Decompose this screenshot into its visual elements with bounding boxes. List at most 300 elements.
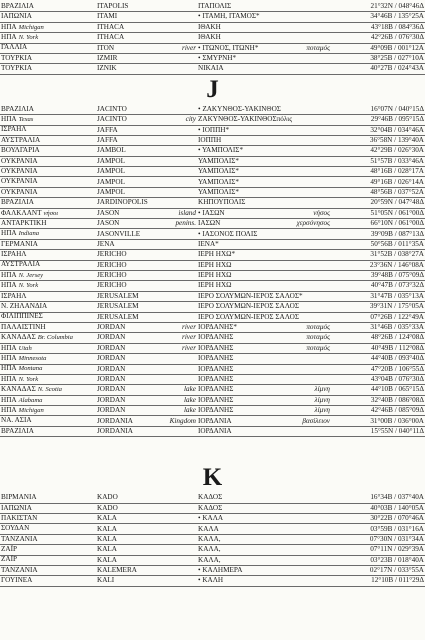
country-name: ΝΑ. ΑΣΙΑ (1, 416, 32, 425)
place-name-cell: JERICHO (96, 281, 161, 291)
greek-name-cell: ΙΘΑΚΗ (197, 22, 267, 32)
country-cell (0, 493, 96, 503)
country-region: Montana (18, 365, 43, 373)
place-name-cell: ITON (96, 43, 161, 53)
table-row (0, 219, 425, 229)
table-row (0, 2, 425, 12)
place-name-cell: KADO (96, 493, 161, 503)
coordinates-cell: 48°26Β / 124°08Δ (331, 333, 425, 343)
country-cell (0, 281, 96, 291)
country-name: ΑΥΣΤΡΑΛΙΑ (1, 135, 41, 144)
coordinates-cell: 40°27Β / 024°43Α (331, 64, 425, 74)
greek-feature-cell (267, 260, 331, 270)
coordinates-cell: 43°04Β / 076°30Δ (331, 374, 425, 384)
greek-feature-cell: λίμνη (267, 395, 331, 405)
feature-kind-cell (161, 239, 197, 249)
greek-name-cell: ΙΑΣΩΝ (197, 219, 267, 229)
coordinates-cell: 07°30Ν / 031°34Α (331, 534, 425, 544)
table-row (0, 229, 425, 239)
country-cell (0, 135, 96, 145)
coordinates-cell: 31°00Β / 036°00Α (331, 416, 425, 426)
feature-kind-cell (161, 125, 197, 135)
country-cell (0, 576, 96, 586)
greek-name-cell: ΥΑΜΠΟΛΙΣ* (197, 187, 267, 197)
country-cell (0, 22, 96, 32)
feature-kind-cell (161, 354, 197, 364)
table-row (0, 385, 425, 395)
country-name: ΓΕΡΜΑΝΙΑ (1, 239, 38, 248)
greek-name-cell: ΚΗΠΟΥΠΟΛΙΣ (197, 198, 267, 208)
country-region: Michigan (18, 23, 44, 31)
greek-name-cell: ΖΑΚΥΝΘΟΣ-ΥΑΚΙΝΘΟΣπόλις (198, 115, 293, 124)
greek-name-cell: ΙΕΡΟ ΣΟΛΥΜΩΝ-ΙΕΡΟΣ ΣΑΛΟΣ (198, 302, 300, 311)
greek-feature-cell (267, 354, 331, 364)
section-letter-heading: J (206, 75, 219, 103)
greek-name-cell: ΙΟΡΔΑΝΗΣ (197, 333, 267, 343)
greek-feature-cell (267, 281, 331, 291)
coordinates-cell: 32°40Β / 086°08Δ (331, 395, 425, 405)
feature-kind-cell (161, 33, 197, 43)
country-name: ΗΠΑ (1, 364, 17, 373)
greek-feature-cell: βασίλειον (267, 416, 331, 426)
country-name: ΠΑΚΙΣΤΑΝ (1, 513, 38, 522)
table-row (0, 156, 425, 166)
table-row (0, 395, 425, 405)
country-cell (0, 426, 96, 436)
country-cell (0, 364, 96, 374)
greek-name-cell: ΙΟΡΔΑΝΗΣ (197, 395, 267, 405)
table-row (0, 426, 425, 436)
feature-kind-cell (161, 555, 197, 565)
place-name-cell: JERICHO (96, 250, 161, 260)
coordinates-cell: 21°32N / 048°46Δ (331, 2, 425, 12)
feature-kind-cell (161, 22, 197, 32)
greek-feature-cell (267, 524, 331, 534)
greek-name-cell: ΝΙΚΑΙΑ (197, 64, 267, 74)
country-name: ΗΠΑ (1, 270, 17, 279)
coordinates-cell: 03°23Β / 018°40Α (331, 555, 425, 565)
country-name: ΗΠΑ (1, 343, 17, 352)
greek-feature-cell (267, 270, 331, 280)
greek-name-cell: ΙΕΡΟ ΣΟΛΥΜΩΝ-ΙΕΡΟΣ ΣΑΛΟΣ* (198, 291, 303, 300)
table-row (0, 514, 425, 524)
greek-feature-cell (267, 545, 331, 555)
coordinates-cell: 42°26Β / 076°30Δ (331, 33, 425, 43)
country-region: N. York (18, 34, 39, 42)
feature-kind-cell: lake (161, 406, 197, 416)
place-name-cell: JORDAN (96, 322, 161, 332)
coordinates-cell: 12°10Β / 011°29Δ (331, 576, 425, 586)
country-name: ΒΙΡΜΑΝΙΑ (1, 493, 37, 502)
coordinates-cell: 40°49Β / 112°08Δ (331, 343, 425, 353)
coordinates-cell: 42°46Β / 085°09Δ (331, 406, 425, 416)
country-cell (0, 302, 96, 312)
feature-kind-cell (161, 302, 197, 312)
feature-kind-cell (161, 291, 197, 301)
place-name-cell: JASON (96, 208, 161, 218)
place-name-cell: JENA (96, 239, 161, 249)
feature-kind-cell (161, 503, 197, 513)
country-name: ΙΑΠΩΝΙΑ (1, 12, 32, 21)
table-row (0, 312, 425, 322)
country-cell (0, 322, 96, 332)
greek-name-cell: • ΥΑΜΠΟΛΙΣ* (197, 146, 267, 156)
country-cell (0, 555, 96, 565)
country-region: Minnesota (18, 355, 47, 362)
greek-name-cell: ΙΕΡΗ ΗΧΩ* (197, 250, 267, 260)
country-cell (0, 156, 96, 166)
greek-feature-cell (267, 187, 331, 197)
feature-kind-cell: Kingdom (161, 416, 197, 426)
greek-feature-cell (267, 125, 331, 135)
place-name-cell: JORDANIA (96, 416, 161, 426)
greek-name-cell: • ΣΜΥΡΝΗ* (197, 53, 267, 63)
feature-kind-cell (161, 2, 197, 12)
table-row (0, 416, 425, 426)
place-name-cell: KADO (96, 503, 161, 513)
place-name-cell: JAFFA (96, 125, 161, 135)
greek-name-cell: ΥΑΜΠΟΛΙΣ* (197, 177, 267, 187)
greek-name-cell: • ΚΑΛΗ (197, 576, 267, 586)
greek-name-cell: ΙΤΑΠΟΛΙΣ (197, 2, 267, 12)
coordinates-cell: 50°56Β / 011°35Α (331, 239, 425, 249)
greek-name-cell: ΙΟΡΔΑΝΙΑ (197, 416, 267, 426)
country-name: ΗΠΑ (1, 354, 17, 362)
feature-kind-cell (161, 64, 197, 74)
country-name: Ν. ΖΗΛΑΝΔΙΑ (1, 302, 48, 311)
feature-kind-cell: river (161, 343, 197, 353)
table-row (0, 43, 425, 53)
greek-feature-cell: νήσος (267, 208, 331, 218)
greek-feature-cell (267, 250, 331, 260)
greek-feature-cell (267, 534, 331, 544)
feature-kind-cell: lake (161, 385, 197, 395)
table-row (0, 167, 425, 177)
country-name: ΟΥΚΡΑΝΙΑ (1, 187, 38, 196)
country-name: ΦΙΛΙΠΠΙΝΕΣ (1, 312, 43, 321)
country-name: ΤΑΝΖΑΝΙΑ (1, 565, 38, 574)
coordinates-cell: 39°31Ν / 175°05Α (331, 302, 425, 312)
coordinates-cell: 49°09Β / 001°12Α (331, 43, 425, 53)
country-cell (0, 33, 96, 43)
country-name: ΗΠΑ (1, 115, 17, 124)
greek-feature-cell (267, 64, 331, 74)
feature-kind-cell (161, 250, 197, 260)
feature-kind-cell: lake (161, 395, 197, 405)
country-cell (0, 270, 96, 280)
greek-name-cell: ΙΟΡΔΑΝΗΣ (197, 343, 267, 353)
coordinates-cell: 20°59Ν / 047°48Δ (331, 198, 425, 208)
country-name: ΖΑΪΡ (1, 555, 17, 564)
country-cell (0, 43, 96, 53)
feature-kind-cell (161, 270, 197, 280)
coordinates-cell: 16°07Ν / 040°15Δ (331, 105, 425, 115)
greek-feature-cell (267, 565, 331, 575)
country-name: ΙΣΡΑΗΛ (1, 291, 27, 300)
country-region: νήσοι (43, 209, 59, 217)
table-row (0, 322, 425, 332)
country-name: ΤΟΥΡΚΙΑ (1, 64, 33, 73)
country-name: ΗΠΑ (1, 33, 17, 42)
greek-feature-cell (267, 555, 331, 565)
country-region: Texas (18, 116, 34, 124)
coordinates-cell: 40°47Β / 073°32Δ (331, 281, 425, 291)
country-cell (0, 115, 96, 125)
feature-kind-cell: penins. (161, 219, 197, 229)
table-row (0, 33, 425, 43)
coordinates-cell: 51°05Ν / 061°00Δ (331, 208, 425, 218)
gazetteer-table (0, 2, 425, 75)
greek-name-cell: ΚΑΔΟΣ (197, 493, 267, 503)
greek-feature-cell (267, 493, 331, 503)
greek-name-cell: ΚΑΛΑ, (197, 555, 267, 565)
coordinates-cell: 44°10Β / 065°15Δ (331, 385, 425, 395)
country-name: ΟΥΚΡΑΝΙΑ (1, 177, 38, 186)
country-region: N. York (18, 375, 39, 383)
country-name: ΒΡΑΖΙΛΙΑ (1, 104, 34, 113)
country-name: ΗΠΑ (1, 374, 17, 383)
greek-name-cell: ΙΟΠΠΗ (197, 135, 267, 145)
coordinates-cell: 42°29Β / 026°30Α (331, 146, 425, 156)
place-name-cell: JASON (96, 219, 161, 229)
greek-name-cell: ΙΟΡΔΑΝΙΑ (197, 426, 267, 436)
place-name-cell: IZNIK (96, 64, 161, 74)
feature-kind-cell (161, 514, 197, 524)
place-name-cell: JORDAN (96, 374, 161, 384)
place-name-cell: JAMPOL (96, 187, 161, 197)
feature-kind-cell (161, 281, 197, 291)
greek-feature-cell (267, 2, 331, 12)
greek-feature-cell (267, 503, 331, 513)
country-cell (0, 333, 96, 343)
country-cell (0, 416, 96, 426)
feature-kind-cell: river (161, 322, 197, 332)
greek-feature-cell (267, 374, 331, 384)
greek-feature-cell (267, 146, 331, 156)
feature-kind-cell: river (161, 43, 197, 53)
greek-name-cell: ΙΕΡΗ ΗΧΩ (197, 260, 267, 270)
place-name-cell: JORDAN (96, 406, 161, 416)
place-name-cell: KALA (96, 545, 161, 555)
country-region: Michigan (18, 406, 44, 414)
coordinates-cell: 51°57Β / 033°46Α (331, 156, 425, 166)
country-cell (0, 565, 96, 575)
country-cell (0, 374, 96, 384)
table-row (0, 270, 425, 280)
section-gap (0, 437, 425, 463)
country-cell (0, 229, 96, 239)
country-name: ΗΠΑ (1, 405, 17, 414)
feature-kind-cell (161, 53, 197, 63)
greek-feature-cell (267, 426, 331, 436)
coordinates-cell: 32°04Β / 034°46Α (331, 125, 425, 135)
coordinates-cell: 36°58Ν / 139°40Α (331, 135, 425, 145)
country-region: Indiana (18, 230, 40, 238)
coordinates-cell: 39°48Β / 075°09Δ (331, 270, 425, 280)
place-name-cell: KALA (96, 534, 161, 544)
place-name-cell: JACINTO (96, 115, 161, 125)
country-cell (0, 187, 96, 197)
place-name-cell: ITAPOLIS (96, 2, 161, 12)
greek-name-cell: ΥΑΜΠΟΛΙΣ* (197, 156, 267, 166)
table-row (0, 364, 425, 374)
table-row (0, 135, 425, 145)
greek-feature-cell (267, 239, 331, 249)
country-name: ΙΣΡΑΗΛ (1, 250, 27, 259)
coordinates-cell: 07°11Ν / 029°39Α (331, 545, 425, 555)
country-cell (0, 2, 96, 12)
country-cell (0, 12, 96, 22)
feature-kind-cell (161, 156, 197, 166)
table-row (0, 22, 425, 32)
table-row (0, 105, 425, 115)
country-name: ΓΑΛΛΙΑ (1, 43, 28, 52)
greek-feature-cell (267, 12, 331, 22)
country-name: ΙΑΠΩΝΙΑ (1, 503, 32, 512)
table-row (0, 534, 425, 544)
feature-kind-cell (161, 260, 197, 270)
country-name: ΚΑΝΑΔΑΣ (1, 333, 36, 342)
coordinates-cell: 31°47Β / 035°13Α (331, 291, 425, 301)
country-cell (0, 250, 96, 260)
country-name: ΗΠΑ (1, 395, 17, 404)
coordinates-cell: 07°26Β / 122°49Α (331, 312, 425, 322)
country-name: ΗΠΑ (1, 281, 17, 290)
table-row (0, 333, 425, 343)
feature-kind-cell (161, 312, 197, 322)
greek-name-cell: ΙΕΡΟ ΣΟΛΥΜΩΝ-ΙΕΡΟΣ ΣΑΛΟΣ (198, 312, 300, 321)
table-row (0, 545, 425, 555)
country-name: ΙΣΡΑΗΛ (1, 125, 27, 134)
table-row (0, 503, 425, 513)
country-cell (0, 105, 96, 115)
country-name: ΑΝΤΑΡΚΤΙΚΗ (1, 218, 47, 227)
table-row (0, 198, 425, 208)
greek-feature-cell (267, 22, 331, 32)
place-name-cell: KALEMERA (96, 565, 161, 575)
greek-name-cell: ΚΑΛΑ, (197, 534, 267, 544)
feature-kind-cell (161, 493, 197, 503)
country-cell (0, 146, 96, 156)
country-region: Alabama (18, 396, 43, 404)
country-cell (0, 395, 96, 405)
greek-name-cell: ΥΑΜΠΟΛΙΣ* (197, 167, 267, 177)
greek-feature-cell (267, 53, 331, 63)
greek-name-cell: • ΚΑΛΑ (197, 514, 267, 524)
place-name-cell: JORDAN (96, 333, 161, 343)
feature-kind-cell: river (161, 333, 197, 343)
table-row (0, 406, 425, 416)
country-name: ΚΑΝΑΔΑΣ (1, 385, 36, 394)
table-row (0, 291, 425, 301)
table-row (0, 493, 425, 503)
feature-kind-cell (161, 135, 197, 145)
place-name-cell: JERUSALEM (96, 302, 161, 312)
table-row (0, 281, 425, 291)
country-name: ΤΟΥΡΚΙΑ (1, 53, 33, 62)
greek-name-cell: • ΙΑΣΟΝΟΣ ΠΟΛΙΣ (197, 229, 267, 239)
country-name: ΑΥΣΤΡΑΛΙΑ (1, 260, 41, 269)
greek-feature-cell (267, 364, 331, 374)
table-row (0, 260, 425, 270)
place-name-cell: JAFFA (96, 135, 161, 145)
table-row (0, 354, 425, 364)
table-row (0, 115, 425, 125)
greek-feature-cell (267, 576, 331, 586)
place-name-cell: IZMIR (96, 53, 161, 63)
greek-name-cell: ΙΘΑΚΗ (197, 33, 267, 43)
table-row (0, 12, 425, 22)
feature-kind-cell: island (161, 208, 197, 218)
greek-name-cell: • ΚΑΛΗΜΕΡΑ (197, 565, 267, 575)
place-name-cell: JAMBOL (96, 146, 161, 156)
country-cell (0, 53, 96, 63)
place-name-cell: ITHACA (96, 22, 161, 32)
greek-feature-cell (267, 514, 331, 524)
coordinates-cell: 31°52Β / 038°27Α (331, 250, 425, 260)
country-name: ΒΡΑΖΙΛΙΑ (1, 426, 34, 435)
coordinates-cell: 29°46Β / 095°15Δ (331, 115, 425, 125)
place-name-cell: JORDAN (96, 354, 161, 364)
greek-feature-cell: ποταμός (267, 322, 331, 332)
country-cell (0, 198, 96, 208)
feature-kind-cell (161, 565, 197, 575)
coordinates-cell: 16°34Β / 037°40Α (331, 493, 425, 503)
coordinates-cell: 47°20Β / 106°55Δ (331, 364, 425, 374)
feature-kind-cell (161, 576, 197, 586)
country-name: ΟΥΚΡΑΝΙΑ (1, 166, 38, 175)
country-cell (0, 239, 96, 249)
table-row (0, 374, 425, 384)
table-row (0, 239, 425, 249)
country-region: Br. Columbia (37, 334, 73, 342)
greek-name-cell: • ΙΑΣΩΝ (197, 208, 267, 218)
gazetteer-sections (0, 2, 425, 587)
country-name: ΒΟΥΛΓΑΡΙΑ (1, 146, 40, 155)
coordinates-cell: 48°56Β / 037°52Α (331, 187, 425, 197)
place-name-cell: KALI (96, 576, 161, 586)
country-region: N. Scotia (37, 386, 62, 394)
greek-feature-cell (267, 167, 331, 177)
country-cell (0, 260, 96, 270)
coordinates-cell: 43°18Β / 084°36Δ (331, 22, 425, 32)
place-name-cell: JERUSALEM (96, 312, 161, 322)
greek-name-cell: ΙΕΝΑ* (197, 239, 267, 249)
place-name-cell: JERICHO (96, 260, 161, 270)
country-cell (0, 545, 96, 555)
country-name: ΗΠΑ (1, 229, 17, 238)
country-name: ΦΑΛΚΛΑΝΤ (1, 208, 42, 217)
table-row (0, 302, 425, 312)
greek-feature-cell (267, 135, 331, 145)
greek-name-cell: ΚΑΔΟΣ (197, 503, 267, 513)
country-cell (0, 534, 96, 544)
feature-kind-cell (161, 229, 197, 239)
country-region: Utah (18, 344, 32, 352)
greek-feature-cell: ποταμός (267, 43, 331, 53)
table-row (0, 187, 425, 197)
greek-feature-cell: χερσόνησος (267, 219, 331, 229)
place-name-cell: JORDAN (96, 395, 161, 405)
country-name: ΣΟΥΔΑΝ (1, 524, 30, 533)
place-name-cell: JAMPOL (96, 177, 161, 187)
country-cell (0, 406, 96, 416)
country-cell (0, 354, 96, 364)
place-name-cell: JORDAN (96, 343, 161, 353)
place-name-cell: KALA (96, 524, 161, 534)
feature-kind-cell (161, 198, 197, 208)
greek-feature-cell: λίμνη (267, 385, 331, 395)
